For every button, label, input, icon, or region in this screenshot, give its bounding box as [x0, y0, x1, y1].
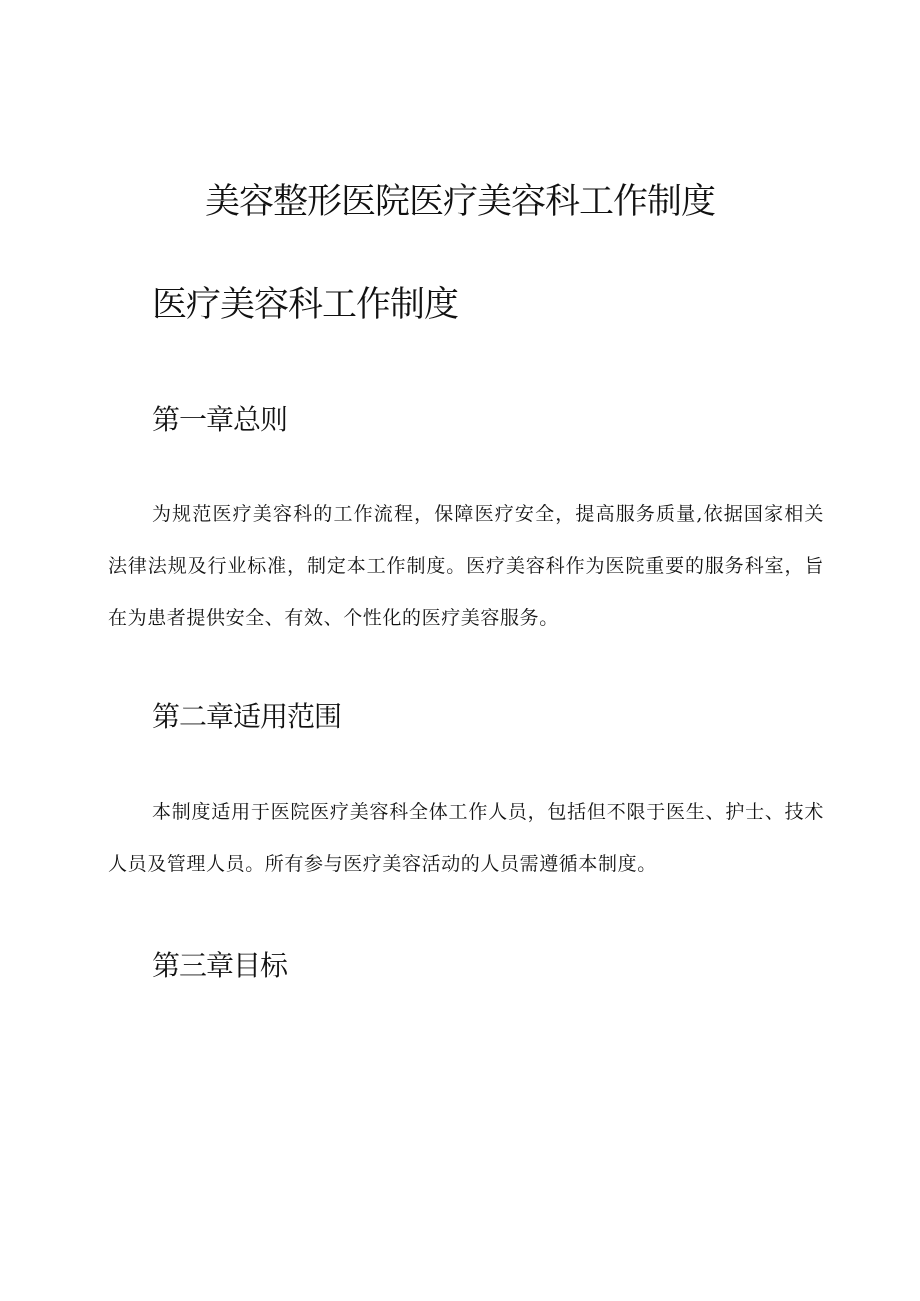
chapter-3-heading: 第三章目标 — [152, 949, 288, 982]
chapter-2-paragraph: 本制度适用于医院医疗美容科全体工作人员，包括但不限于医生、护士、技术人员及管理人员。所有参与医疗美容活动的人员需遵循本制度。 — [108, 801, 824, 875]
document-title: 美容整形医院医疗美容科工作制度 — [204, 182, 715, 222]
chapter-1-heading: 第一章总则 — [152, 403, 288, 436]
chapter-2-heading: 第二章适用范围 — [152, 700, 342, 733]
document-subtitle: 医疗美容科工作制度 — [152, 285, 459, 325]
chapter-1-paragraph: 为规范医疗美容科的工作流程，保障医疗安全，提高服务质量,依据国家相关法律法规及行业标准，制定本工作制度。医疗美容科作为医院重要的服务科室，旨在为患者提供安全、有效、个性化的医疗美容服务。 — [108, 503, 824, 629]
